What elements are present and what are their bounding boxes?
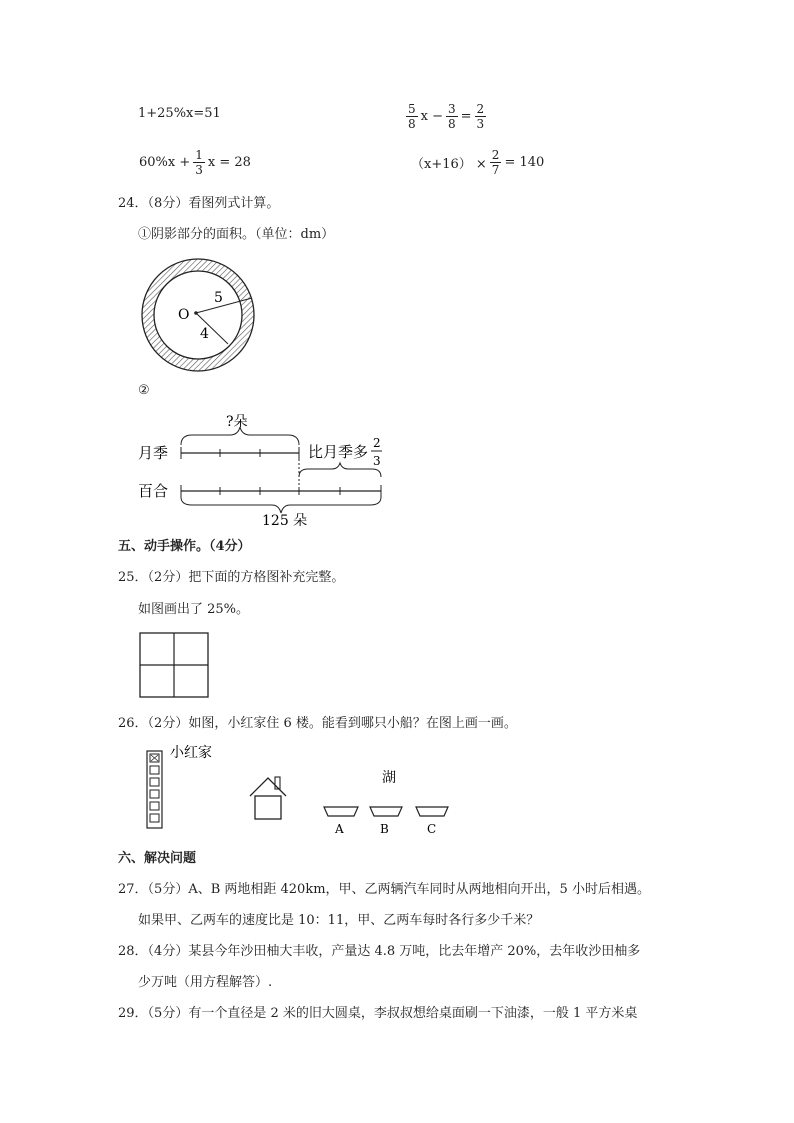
center-label: O [178, 307, 190, 323]
bottom-label: 125 朵 [262, 513, 308, 529]
equation-text: x = 28 [207, 155, 251, 170]
equation-text: 60%x + [139, 155, 191, 170]
boat-b[interactable] [370, 807, 402, 816]
inner-radius-label: 4 [200, 326, 209, 342]
window [150, 778, 159, 786]
lake-diagram [140, 740, 460, 840]
equation-text: （x+16） × [411, 157, 487, 172]
question-25-sub: 如图画出了 25%。 [138, 602, 250, 617]
center-point [194, 311, 198, 315]
fraction: $\frac{2}{7}$ [491, 148, 500, 177]
ring-diagram [130, 258, 266, 380]
equation-text: = 140 [504, 155, 545, 170]
fraction: $\frac{3}{8}$ [448, 102, 456, 131]
grid-square [139, 632, 211, 700]
boat-a[interactable] [324, 807, 358, 816]
question-29-line1: 29．（5分）有一个直径是 2 米的旧大圆桌，李叔叔想给桌面刷一下油漆，一般 1 平方米桌 [118, 1006, 638, 1021]
bottom-brace [181, 497, 381, 513]
window [150, 766, 159, 774]
boat-label-a: A [335, 822, 344, 836]
equation-2 [404, 102, 488, 131]
segment-diagram [132, 405, 392, 530]
right-brace [299, 463, 381, 477]
section-6-heading: 六、解决问题 [118, 851, 197, 866]
home-label: 小红家 [170, 745, 212, 761]
right-text: 比月季多 [308, 443, 369, 461]
question-24-sub1: ①阴影部分的面积。（单位：dm） [138, 227, 335, 242]
fraction-numerator: 2 [373, 436, 381, 450]
window [150, 814, 159, 822]
equation-4 [410, 148, 545, 177]
question-27-line1: 27．（5分）A、B 两地相距 420km，甲、乙两辆汽车同时从两地相向开出，5 小时后相遇。 [118, 882, 650, 897]
outer-radius-label: 5 [214, 290, 223, 306]
equation-text: x − [420, 109, 443, 124]
boat-c[interactable] [416, 807, 448, 816]
equation-3 [138, 148, 252, 177]
row-label-baihe: 百合 [138, 482, 169, 500]
house-roof [250, 778, 286, 796]
fraction: $\frac{1}{3}$ [195, 148, 203, 177]
fraction: $\frac{5}{8}$ [408, 102, 416, 131]
boat-label-b: B [380, 822, 389, 836]
equation-text: = [460, 109, 472, 124]
question-28-line1: 28．（4分）某县今年沙田柚大丰收，产量达 4.8 万吨，比去年增产 20%，去年收沙田柚多 [118, 944, 641, 959]
question-27-line2: 如果甲、乙两车的速度比是 10：11，甲、乙两车每时各行多少千米？ [138, 913, 540, 928]
section-5-heading: 五、动手操作。（4分） [118, 539, 251, 554]
fraction-denominator: 3 [373, 454, 381, 468]
fraction: $\frac{2}{3}$ [476, 102, 485, 131]
window [150, 790, 159, 798]
lake-label: 湖 [382, 770, 396, 786]
question-24-title: 24．（8分）看图列式计算。 [118, 196, 280, 211]
top-label: ?朵 [226, 414, 248, 430]
window-mark [151, 755, 158, 761]
question-25-title: 25．（2分）把下面的方格图补充完整。 [118, 570, 345, 585]
row-label-yueji: 月季 [138, 444, 169, 462]
question-28-line2: 少万吨（用方程解答）. [138, 975, 273, 990]
question-24-sub2: ② [138, 383, 150, 398]
boat-label-c: C [427, 822, 437, 836]
house-body [255, 796, 281, 819]
equation-1: 1+25%x=51 [138, 106, 221, 121]
window [150, 802, 159, 810]
question-26-title: 26．（2分）如图，小红家住 6 楼。能看到哪只小船？在图上画一画。 [118, 716, 517, 731]
